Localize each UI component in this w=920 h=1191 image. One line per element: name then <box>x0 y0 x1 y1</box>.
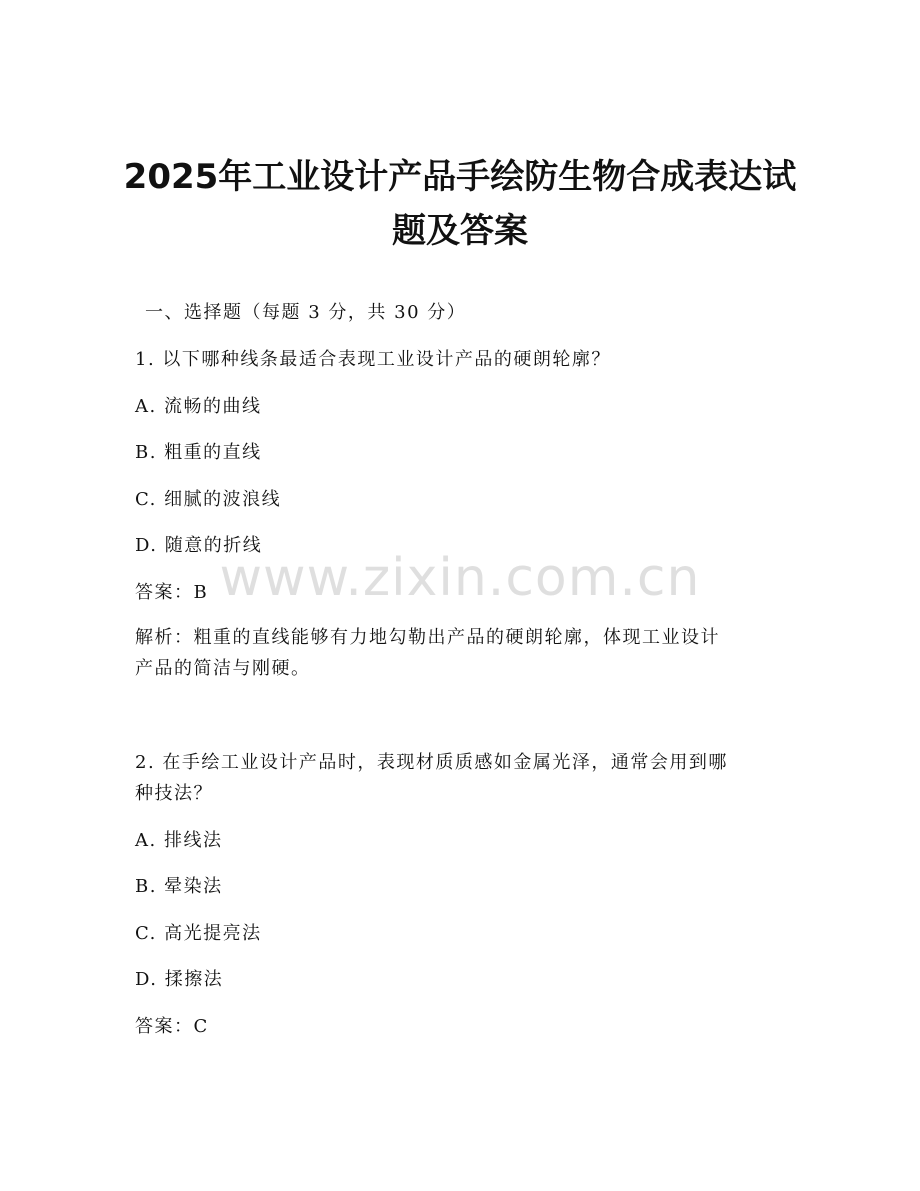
question-2-answer: 答案：C <box>135 1016 209 1037</box>
question-1-option-d: D. 随意的折线 <box>135 535 263 556</box>
question-2-option-b: B. 晕染法 <box>135 876 223 897</box>
question-1-option-a: A. 流畅的曲线 <box>135 396 262 417</box>
question-2-option-d: D. 揉擦法 <box>135 969 224 990</box>
question-1-option-c: C. 细腻的波浪线 <box>135 489 282 510</box>
section-heading: 一、选择题（每题 3 分，共 30 分） <box>145 302 467 323</box>
question-1-option-b: B. 粗重的直线 <box>135 442 262 463</box>
question-2-text-line-2: 种技法？ <box>135 783 213 804</box>
question-1-analysis-line-2: 产品的简洁与刚硬。 <box>135 658 311 679</box>
title-line-1: 2025年工业设计产品手绘防生物合成表达试 <box>123 157 797 197</box>
question-1-analysis-line-1: 解析：粗重的直线能够有力地勾勒出产品的硬朗轮廓，体现工业设计 <box>135 627 720 648</box>
question-2-text-line-1: 2. 在手绘工业设计产品时，表现材质质感如金属光泽，通常会用到哪 <box>135 752 728 773</box>
question-2-option-c: C. 高光提亮法 <box>135 923 262 944</box>
document-title <box>100 150 820 258</box>
watermark: www.zixin.com.cn <box>219 548 701 608</box>
question-2-option-a: A. 排线法 <box>135 830 223 851</box>
title-line-2: 题及答案 <box>392 211 528 251</box>
question-1-answer: 答案：B <box>135 582 209 603</box>
question-1-text: 1. 以下哪种线条最适合表现工业设计产品的硬朗轮廓？ <box>135 349 611 370</box>
